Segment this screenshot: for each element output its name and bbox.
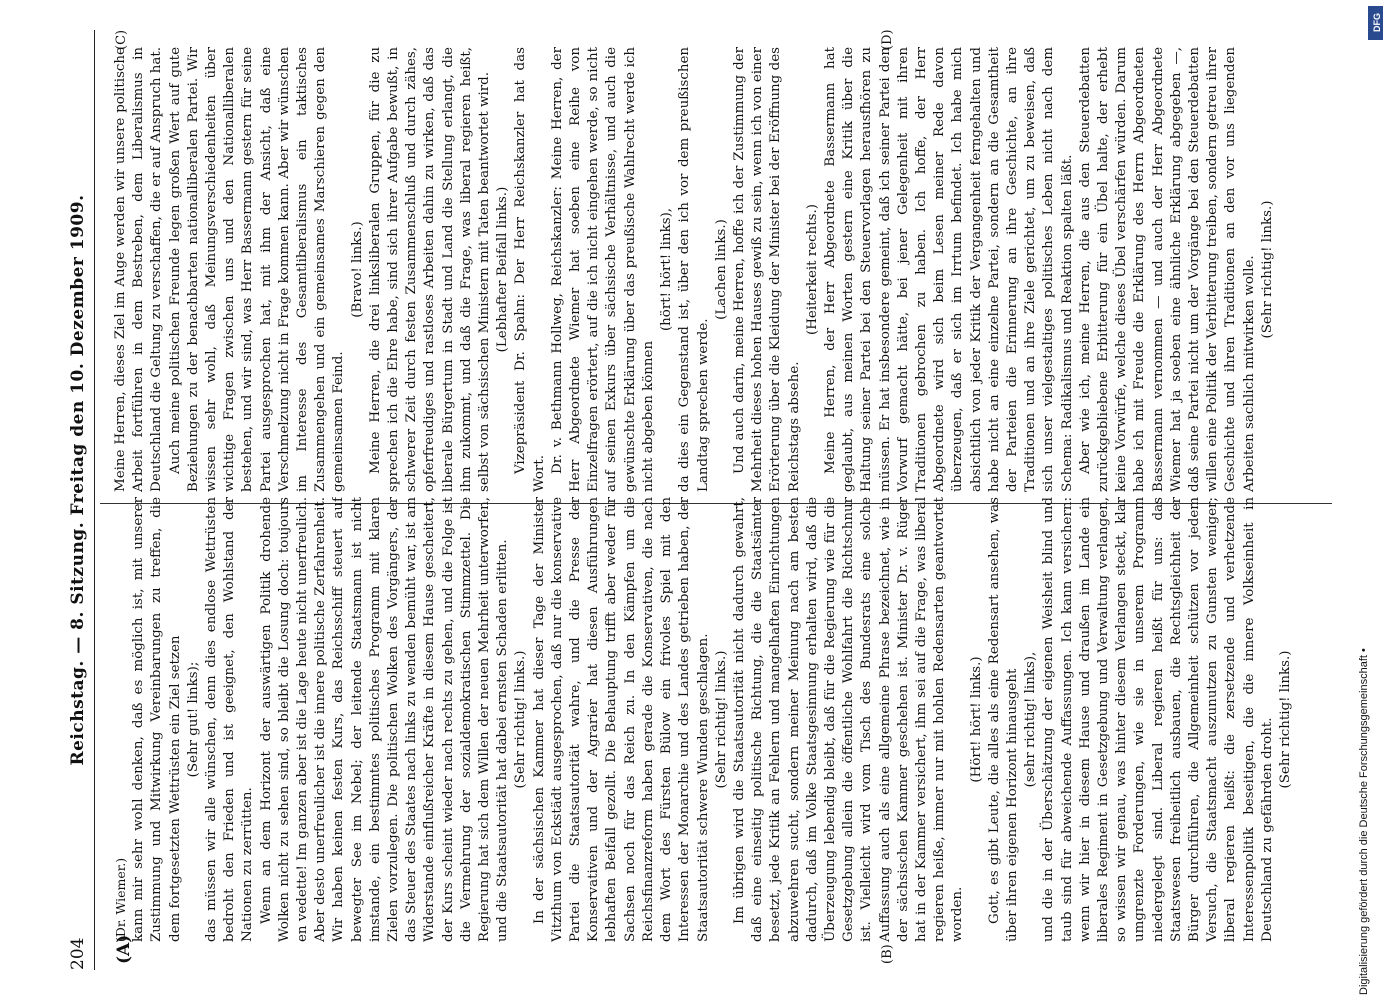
document-page: [40, 30, 1340, 970]
interjection: (hört! hört! links),: [659, 207, 675, 332]
running-head: [60, 30, 95, 970]
paragraph: kann mir sehr wohl denken, daß es möglich ist, mit unserer Zustimmung und Mitwirkung Vereinbarungen zu treffen, die dem fortgesetzten Wettrüsten ein Ziel setzen: [131, 497, 183, 942]
speaker-tag: (Dr. Wiemer.): [113, 857, 128, 942]
paragraph: Dr. v. Bethmann Hollweg, Reichskanzler: Meine Herren, der Herr Abgeordnete Wiemer hat soeben eine Reihe von Einzelfragen erörtert, auf die ich nicht eingehen werde, so nicht auf seinen Exkurs über sächsische Verhältnisse, und auch die gewünschte Erklärung über das preußische Wahlrecht werde ich nicht abgeben können: [549, 47, 656, 492]
paragraph: Im übrigen wird die Staatsautorität nicht dadurch gewahrt, daß eine einseitig politische Richtung, die die Staatsämter besetzt, jede Kritik an Fehlern und mangelhaften Einrichtungen abzuwehren sucht, sondern meiner Meinung nach am besten dadurch, daß im Volke Staatsgesinnung erhalten wird, daß die Überzeugung lebendig bleibt, daß für die Regierung wie für die Gesetzgebung allein die öffentliche Wohlfahrt die Richtschnur ist. Vielleicht wird vom Tisch des Bundesrats eine solche Auffassung auch als eine allgemeine Phrase bezeichnet, wie in der sächsischen Kammer geschehen ist. Minister Dr. v. Rüger hat in der Kammer versichert, ihm sei auf die Frage, was liberal regieren heiße, immer nur mit hohlen Redensarten geantwortet worden.: [731, 497, 966, 942]
dfg-logo: DFG: [1368, 6, 1383, 40]
paragraph: Und auch darin, meine Herren, hoffe ich der Zustimmung der Mehrheit dieses hohen Hauses gewiß zu sein, wenn ich von einer Erörterung über die Kleidung der Minister bei der Eröffnung des Reichstags absehe.: [731, 47, 802, 492]
right-column: [112, 47, 1332, 492]
paragraph: und die in der Überschätzung der eigenen Weisheit blind und taub sind für abweichende Auffassungen. Ich kann versichern: wenn wir hier in diesem Hause und draußen im Lande ein liberales Regiment in Gesetzgebung und Verwaltung verlangen, so wissen wir genau, was hinter diesem Verlangen steckt, klar umgrenzte Forderungen, wie sie in unserem Programm niedergelegt sind. Liberal regieren heißt für uns: das Staatswesen freiheitlich ausbauen, die Rechtsgleichheit der Bürger durchführen, die Allgemeinheit schützen vor jedem Versuch, die Staatsmacht auszunutzen zu Gunsten weniger; liberal regieren heißt: die zersetzende und verhetzende Interessenpolitik beseitigen, die die innere Volkseinheit in Deutschland zu gefährden droht.: [1041, 497, 1275, 942]
paragraph: In der sächsischen Kammer hat dieser Tage der Minister Vitzthum von Eckstädt ausgesprochen, daß nur die konservative Partei die Staatsautorität wahre, und die Presse der Konservativen und der Agrarier hat diesen Ausführungen lebhaften Beifall gezollt. Die Behauptung trifft aber weder für Sachsen noch für das Reich zu. In den Kämpfen um die Reichsfinanzreform haben gerade die Konservativen, die nach dem Wort des Fürsten Bülow ein frivoles Spiel mit den Interessen der Monarchie und des Landes getrieben haben, der Staatsautorität schwere Wunden geschlagen.: [531, 497, 711, 942]
interjection: (Sehr richtig! links.): [513, 650, 529, 789]
interjection: (Sehr richtig! links.): [1259, 200, 1275, 339]
interjection: (sehr richtig! links),: [1023, 651, 1039, 788]
paragraph: Gott, es gibt Leute, die alles als eine Redensart ansehen, was über ihren eigenen Horizont hinausgeht: [986, 497, 1020, 942]
interjection: (Heiterkeit rechts.): [804, 204, 820, 335]
paragraph: Meine Herren, die drei linksliberalen Gruppen, für die zu sprechen ich die Ehre habe, sind sich ihrer Aufgabe bewußt, in schwerer Zeit durch festen Zusammenschluß und durch zähes, opferfreudiges und rastloses Arbeiten dahin zu wirken, daß das liberale Bürgertum in Stadt und Land die Stellung erlangt, die ihm zukommt, und daß die Frage, was liberal regieren heißt, selbst von sächsischen Ministern mit Taten beantwortet wird.: [367, 47, 493, 492]
paragraph: das müssen wir alle wünschen, denn dies endlose Wettrüsten bedroht den Frieden und ist geeignet, den Wohlstand der Nationen zu zerrütten.: [204, 497, 256, 942]
paragraph: Meine Herren, dieses Ziel im Auge werden wir unsere politische Arbeit fortführen in dem Bestreben, dem Liberalismus in Deutschland die Geltung zu verschaffen, die er auf Anspruch hat.: [113, 47, 165, 492]
paragraph: Meine Herren, der Herr Abgeordnete Bassermann hat geglaubt, aus meinen Worten gestern eine Kritik über die Haltung seiner Partei bei den Steuervorlagen herausfhören zu müssen. Er hat insbesondere gemeint, daß ich seiner Partei den Vorwurf gemacht hätte, bei jener Gelegenheit mit ihren Traditionen gebrochen zu haben. Ich hoffe, der Herr Abgeordnete wird sich beim Lesen meiner Rede davon überzeugen, daß er sich im Irrtum befindet. Ich habe mich absichtlich von jeder Kritik der Vergangenheit ferngehalten und habe nicht an eine einzelne Partei, sondern an die Gesamtheit der Parteien die Erinnerung an ihre Geschichte, an ihre Traditionen und an ihre Ziele gerichtet, um zu beweisen, daß sich unser vielgestaltiges politisches Leben nicht nach dem Schema: Radikalismus und Reaktion spalten läßt.: [822, 47, 1075, 492]
margin-letter-a: (A): [114, 934, 134, 964]
interjection: (Lebhafter Beifall links.): [495, 186, 511, 353]
margin-letter-c: (C): [114, 29, 129, 50]
paragraph: da dies ein Gegenstand ist, über den ich vor dem preußischen Landtag sprechen werde.: [677, 47, 711, 492]
paragraph: Wenn an dem Horizont der auswärtigen Politik drohende Wolken nicht zu sehen sind, so bleibt die Losung doch: toujours en vedette! Im ganzen aber ist die Lage heute nicht unerfreulich. Aber desto unerfreulicher ist die innere politische Zerfahrenheit. Wir haben keinen festen Kurs, das Reichsschiff steuert auf bewegter See im Nebel; der leitende Staatsmann ist nicht imstande, ein bestimmtes politisches Programm mit klaren Zielen vorzulegen. Die politischen Wolken des Vorgängers, der das Steuer des Staates nach links zu wenden bemüht war, ist am Widerstande einflußreicher Kräfte in diesem Hause gescheitert, der Kurs scheint wieder nach rechts zu gehen, und die Folge ist die Vermehrung der sozialdemokratischen Stimmzettel. Die Regierung hat sich dem Willen der neuen Mehrheit unterworfen, und die Staatsautorität hat dabei ernsten Schaden erlitten.: [258, 497, 511, 942]
margin-letter-b: (B): [880, 944, 895, 964]
left-column: [112, 497, 1332, 942]
interjection: (Sehr gut! links);: [185, 661, 201, 778]
interjection: (Hört! hört! links.): [968, 656, 984, 783]
paragraph: Auch meine politischen Freunde legen großen Wert auf gute Beziehungen zu der benachbarten nationalliberalen Partei. Wir wissen sehr wohl, daß Meinungsverschiedenheiten über wichtige Fragen zwischen uns und den Nationalliberalen bestehen, und wir sind, was Herr Bassermann gestern für seine Partei ausgesprochen hat, mit ihm der Ansicht, daß eine Verschmelzung nicht in Frage kommen kann. Aber wir wünschen im Interesse des Gesamtliberalismus ein taktisches Zusammengehen und ein gemeinsames Marschieren gegen den gemeinsamen Feind.: [167, 47, 347, 492]
margin-letter-d: (D): [880, 29, 895, 50]
digitization-credit: Digitalisierung gefördert durch die Deutsche Forschungsgemeinschaft •: [1358, 648, 1370, 995]
paragraph: Vizepräsident Dr. Spahn: Der Herr Reichskanzler hat das Wort.: [513, 47, 547, 492]
interjection: (Sehr richtig! links.): [1278, 650, 1293, 789]
paragraph: Aber wie ich, meine Herren, die aus den Steuerdebatten zurückgebliebene Erbitterung für ein Übel halte, der erhebt keine Vorwürfe, welche dieses Übel verschärfen würden. Darum habe ich mit Freude die Erklärung des Herrn Abgeordneten Bassermann vernommen — und auch der Herr Abgeordnete Wiemer hat ja soeben eine ähnliche Erklärung abgegeben —, daß seine Partei nicht um der Vorgänge bei den Steuerdebatten willen eine Politik der Verbitterung treiben, sondern getreu ihrer Geschichte und ihren Traditionen an den vor uns liegenden Arbeiten sachlich mitwirken wolle.: [1077, 47, 1257, 492]
interjection: (Lachen links.): [713, 219, 729, 320]
interjection: (Sehr richtig! links.): [713, 650, 729, 789]
page-title: Reichstag. — 8. Sitzung. Freitag den 10. Dezember 1909.: [68, 194, 88, 766]
page-number: 204: [68, 937, 88, 970]
interjection: (Bravo! links.): [349, 221, 365, 318]
